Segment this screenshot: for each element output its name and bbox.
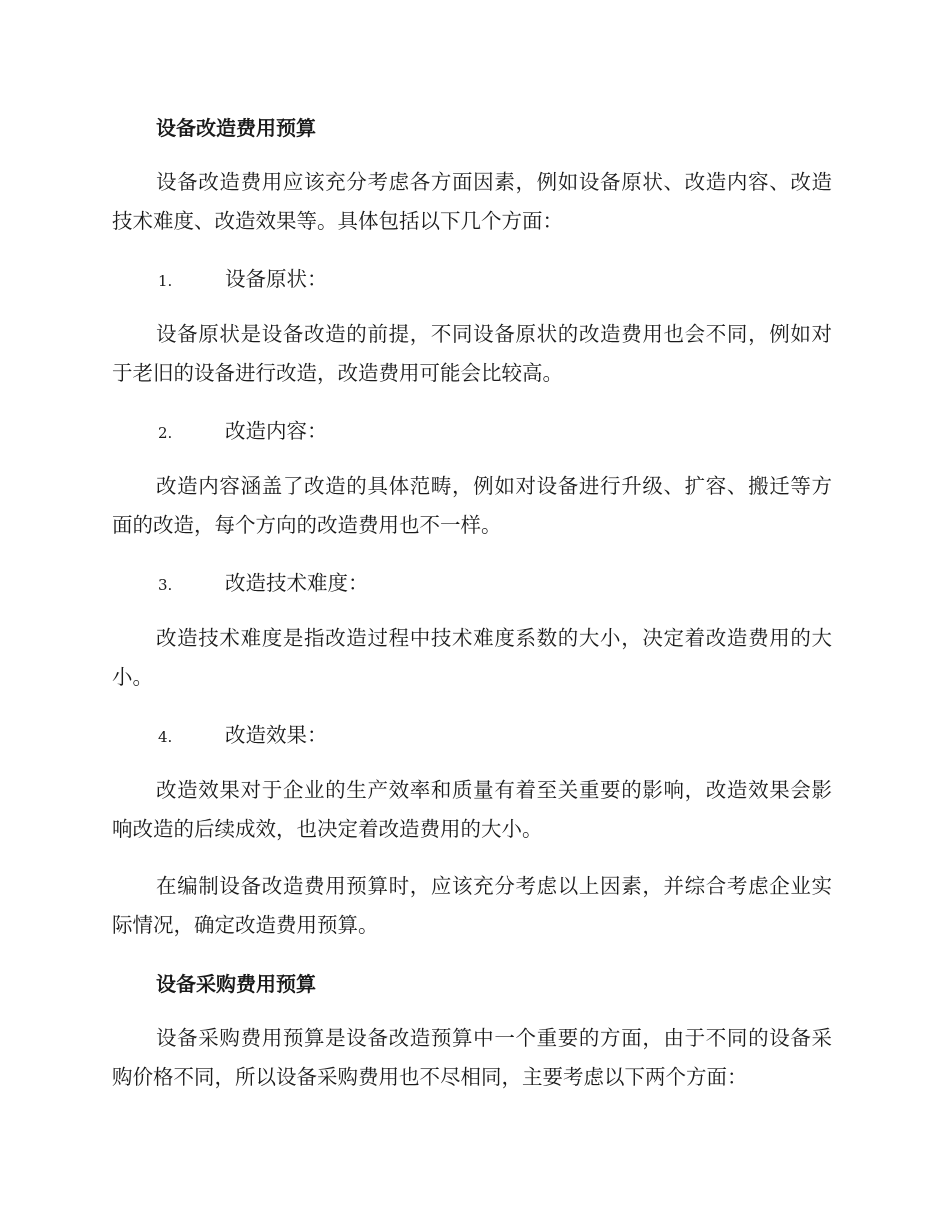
list-item: [158, 418, 328, 446]
list-item: [158, 722, 328, 750]
section-conclusion-paragraph: 在编制设备改造费用预算时，应该充分考虑以上因素，并综合考虑企业实际情况，确定改造费用预算。: [112, 874, 832, 937]
list-title: 设备原状：: [225, 267, 328, 291]
list-item-paragraph: 设备原状是设备改造的前提，不同设备原状的改造费用也会不同，例如对于老旧的设备进行改造，改造费用可能会比较高。: [112, 322, 832, 385]
list-title: 改造内容：: [225, 419, 328, 443]
section-intro-paragraph: 设备改造费用应该充分考虑各方面因素，例如设备原状、改造内容、改造技术难度、改造效果等。具体包括以下几个方面：: [112, 170, 832, 233]
list-item-paragraph: 改造效果对于企业的生产效率和质量有着至关重要的影响，改造效果会影响改造的后续成效，也决定着改造费用的大小。: [112, 778, 832, 841]
list-title: 改造技术难度：: [225, 571, 369, 595]
list-item-paragraph: 改造内容涵盖了改造的具体范畴，例如对设备进行升级、扩容、搬迁等方面的改造，每个方向的改造费用也不一样。: [112, 474, 832, 537]
section-intro-paragraph: 设备采购费用预算是设备改造预算中一个重要的方面，由于不同的设备采购价格不同，所以设备采购费用也不尽相同，主要考虑以下两个方面：: [112, 1026, 832, 1089]
list-number: 1.: [158, 272, 173, 290]
section-heading: 设备采购费用预算: [156, 972, 316, 996]
list-number: 4.: [158, 728, 173, 746]
section-heading: 设备改造费用预算: [156, 116, 316, 140]
list-item: [158, 570, 369, 598]
list-title: 改造效果：: [225, 723, 328, 747]
list-item: [158, 266, 328, 294]
list-number: 3.: [158, 576, 173, 594]
list-item-paragraph: 改造技术难度是指改造过程中技术难度系数的大小，决定着改造费用的大小。: [112, 626, 832, 689]
list-number: 2.: [158, 424, 173, 442]
